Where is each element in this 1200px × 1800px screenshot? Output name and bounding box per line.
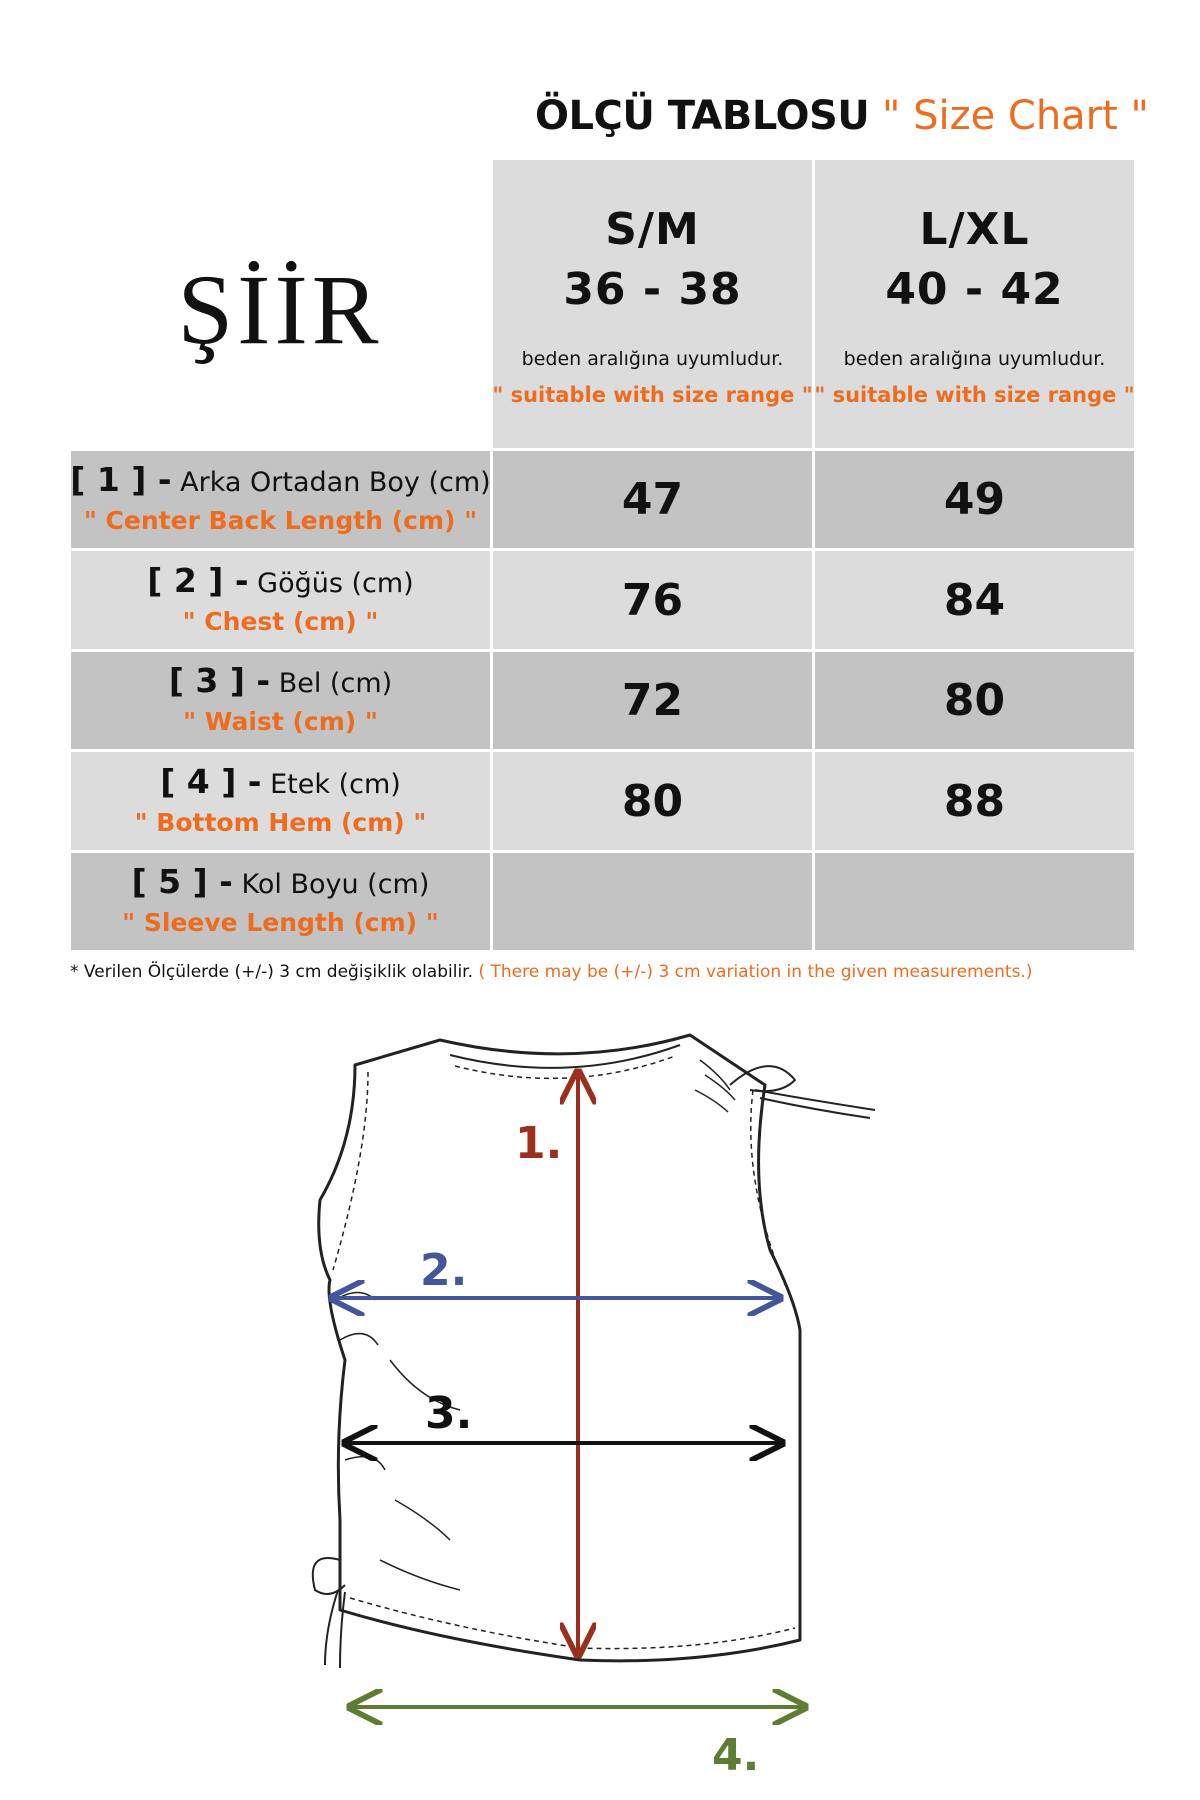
table-cell-value: [493, 853, 812, 950]
row-label-en: " Waist (cm) ": [183, 707, 378, 736]
row-label-tr: Arka Ortadan Boy (cm): [180, 467, 491, 498]
row-number: [ 4 ] -: [160, 761, 262, 801]
garment-measurement-diagram: [0, 1000, 1200, 1800]
column-header-lxl: [815, 160, 1134, 448]
row-number: [ 2 ] -: [147, 560, 249, 600]
table-cell-value: 72: [493, 652, 812, 749]
row-label-tr: Kol Boyu (cm): [241, 869, 430, 900]
row-number: [ 3 ] -: [168, 661, 271, 700]
row-label-tr: Etek (cm): [270, 768, 401, 800]
row-label-tr: Göğüs (cm): [257, 567, 414, 599]
marker-1-label: 1.: [515, 1118, 563, 1169]
size-range: 36 - 38: [563, 264, 742, 315]
row-label-center-back-length: [71, 451, 490, 548]
row-label-en: " Sleeve Length (cm) ": [122, 908, 439, 937]
table-cell-value: 80: [815, 652, 1134, 749]
table-cell-value: 47: [493, 451, 812, 548]
row-label-tr: Bel (cm): [278, 668, 393, 699]
footnote-en: ( There may be (+/-) 3 cm variation in the given measurements.): [478, 962, 1033, 982]
row-label-waist: [71, 652, 490, 749]
size-note-tr: beden aralığına uyumludur.: [521, 348, 784, 370]
top-outline: [313, 1035, 875, 1668]
size-note-en: " suitable with size range ": [814, 383, 1135, 407]
size-note-tr: beden aralığına uyumludur.: [843, 348, 1106, 370]
footnote: [70, 962, 1032, 982]
size-label: L/XL: [919, 204, 1030, 255]
marker-2-label: 2.: [420, 1245, 468, 1296]
size-chart-title: [535, 88, 1149, 144]
row-label-bottom-hem: [71, 752, 490, 850]
row-label-en: " Chest (cm) ": [182, 606, 379, 636]
table-cell-value: 84: [815, 551, 1134, 649]
marker-3-label: 3.: [425, 1388, 473, 1439]
footnote-tr: * Verilen Ölçülerde (+/-) 3 cm değişiklik olabilir.: [70, 962, 474, 982]
row-number: [ 5 ] -: [131, 862, 233, 901]
size-label: S/M: [605, 204, 700, 255]
brand-logo: ŞİİR: [177, 254, 383, 365]
table-cell-value: 88: [815, 752, 1134, 850]
row-number: [ 1 ] -: [70, 460, 172, 499]
table-cell-value: 76: [493, 551, 812, 649]
row-label-chest: [71, 551, 490, 649]
marker-4-label: 4.: [712, 1730, 760, 1781]
row-label-sleeve-length: [71, 853, 490, 950]
size-range: 40 - 42: [885, 264, 1064, 315]
table-cell-value: [815, 853, 1134, 950]
title-english: " Size Chart ": [881, 93, 1149, 139]
table-cell-value: 49: [815, 451, 1134, 548]
column-header-sm: [493, 160, 812, 448]
table-cell-value: 80: [493, 752, 812, 850]
row-label-en: " Center Back Length (cm) ": [83, 506, 478, 535]
size-note-en: " suitable with size range ": [492, 383, 813, 407]
row-label-en: " Bottom Hem (cm) ": [134, 807, 427, 837]
title-turkish: ÖLÇÜ TABLOSU: [535, 93, 870, 139]
